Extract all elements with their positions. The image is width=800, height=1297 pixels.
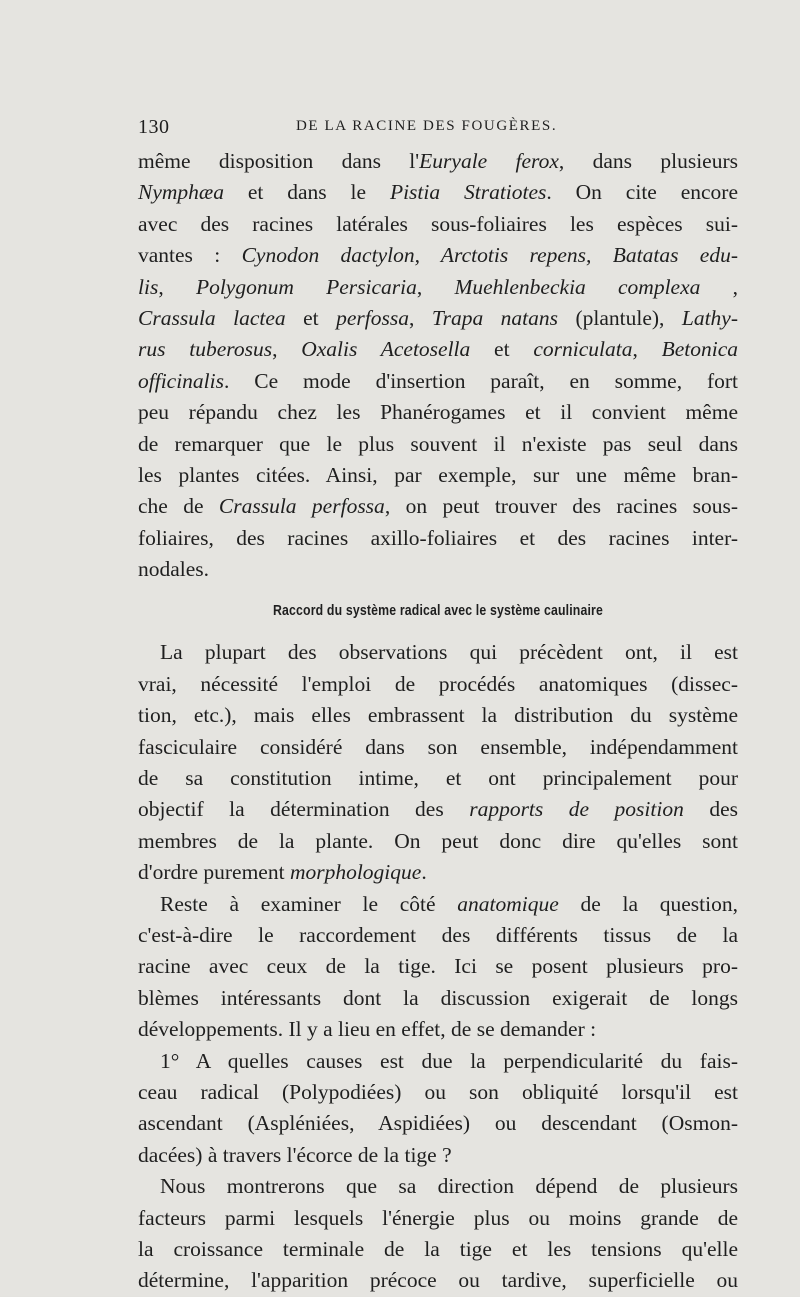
text-line: nodales. [138, 557, 210, 582]
text-line: d'ordre purement morphologique. [138, 860, 427, 885]
text-line: fasciculaire considéré dans son ensemble, indépendamment [138, 734, 738, 759]
text-line: Nymphæa et dans le Pistia Stratiotes. On cite encore [138, 180, 738, 205]
text-line: les plantes citées. Ainsi, par exemple, sur une même bran- [138, 462, 738, 487]
text-line: peu répandu chez les Phanérogames et il convient même [138, 400, 738, 425]
paragraph-5 [138, 1171, 738, 1297]
text-line: rus tuberosus, Oxalis Acetosella et corniculata, Betonica [138, 337, 739, 362]
text-line: ascendant (Aspléniées, Aspidiées) ou descendant (Osmon- [138, 1111, 738, 1136]
text-line: de remarquer que le plus souvent il n'existe pas seul dans [138, 431, 738, 456]
text-line: Nous montrerons que sa direction dépend de plusieurs [160, 1174, 738, 1199]
text-line: développements. Il y a lieu en effet, de se demander : [138, 1017, 597, 1042]
text-line: de sa constitution intime, et ont principalement pour [138, 766, 738, 791]
text-line: racine avec ceux de la tige. Ici se posent plusieurs pro- [138, 954, 738, 979]
text-line: Reste à examiner le côté anatomique de la question, [160, 891, 738, 916]
text-line: facteurs parmi lesquels l'énergie plus ou moins grande de [138, 1205, 738, 1230]
paragraph-2 [138, 637, 738, 888]
paragraph-1 [138, 146, 738, 585]
text-line: c'est-à-dire le raccordement des différents tissus de la [138, 922, 738, 947]
paragraph-3 [138, 889, 738, 1046]
text-line: membres de la plante. On peut donc dire qu'elles sont [138, 828, 738, 853]
text-line: officinalis. Ce mode d'insertion paraît, en somme, fort [138, 368, 738, 393]
text-line: vantes : Cynodon dactylon, Arctotis repens, Batatas edu- [138, 243, 738, 268]
text-line: che de Crassula perfossa, on peut trouver des racines sous- [138, 494, 738, 519]
running-title: DE LA RACINE DES FOUGÈRES. [296, 118, 558, 134]
text-line: 1° A quelles causes est due la perpendicularité du fais- [160, 1048, 738, 1073]
text-line: lis, Polygonum Persicaria, Muehlenbeckia complexa , [138, 274, 739, 299]
text-line: foliaires, des racines axillo-foliaires et des racines inter- [138, 525, 738, 550]
page-header [138, 116, 738, 144]
page-number: 130 [138, 116, 170, 138]
text-line: dacées) à travers l'écorce de la tige ? [138, 1142, 452, 1167]
text-line: avec des racines latérales sous-foliaires les espèces sui- [138, 211, 738, 236]
section-heading: Raccord du système radical avec le système caulinaire [272, 602, 604, 620]
text-line: vrai, nécessité l'emploi de procédés anatomiques (dissec- [138, 671, 738, 696]
body-text [138, 146, 738, 1297]
text-line: détermine, l'apparition précoce ou tardive, superficielle ou [138, 1268, 738, 1293]
text-line: blèmes intéressants dont la discussion exigerait de longs [138, 985, 738, 1010]
text-line: tion, etc.), mais elles embrassent la distribution du système [138, 703, 738, 728]
text-line: objectif la détermination des rapports de position des [138, 797, 738, 822]
paragraph-4 [138, 1046, 738, 1172]
text-line: même disposition dans l'Euryale ferox, dans plusieurs [138, 149, 738, 173]
text-line: Crassula lactea et perfossa, Trapa natans (plantule), Lathy- [138, 305, 739, 330]
text-line: la croissance terminale de la tige et les tensions qu'elle [138, 1236, 738, 1261]
text-line: ceau radical (Polypodiées) ou son obliquité lorsqu'il est [138, 1079, 738, 1104]
text-line: La plupart des observations qui précèdent ont, il est [160, 640, 738, 665]
